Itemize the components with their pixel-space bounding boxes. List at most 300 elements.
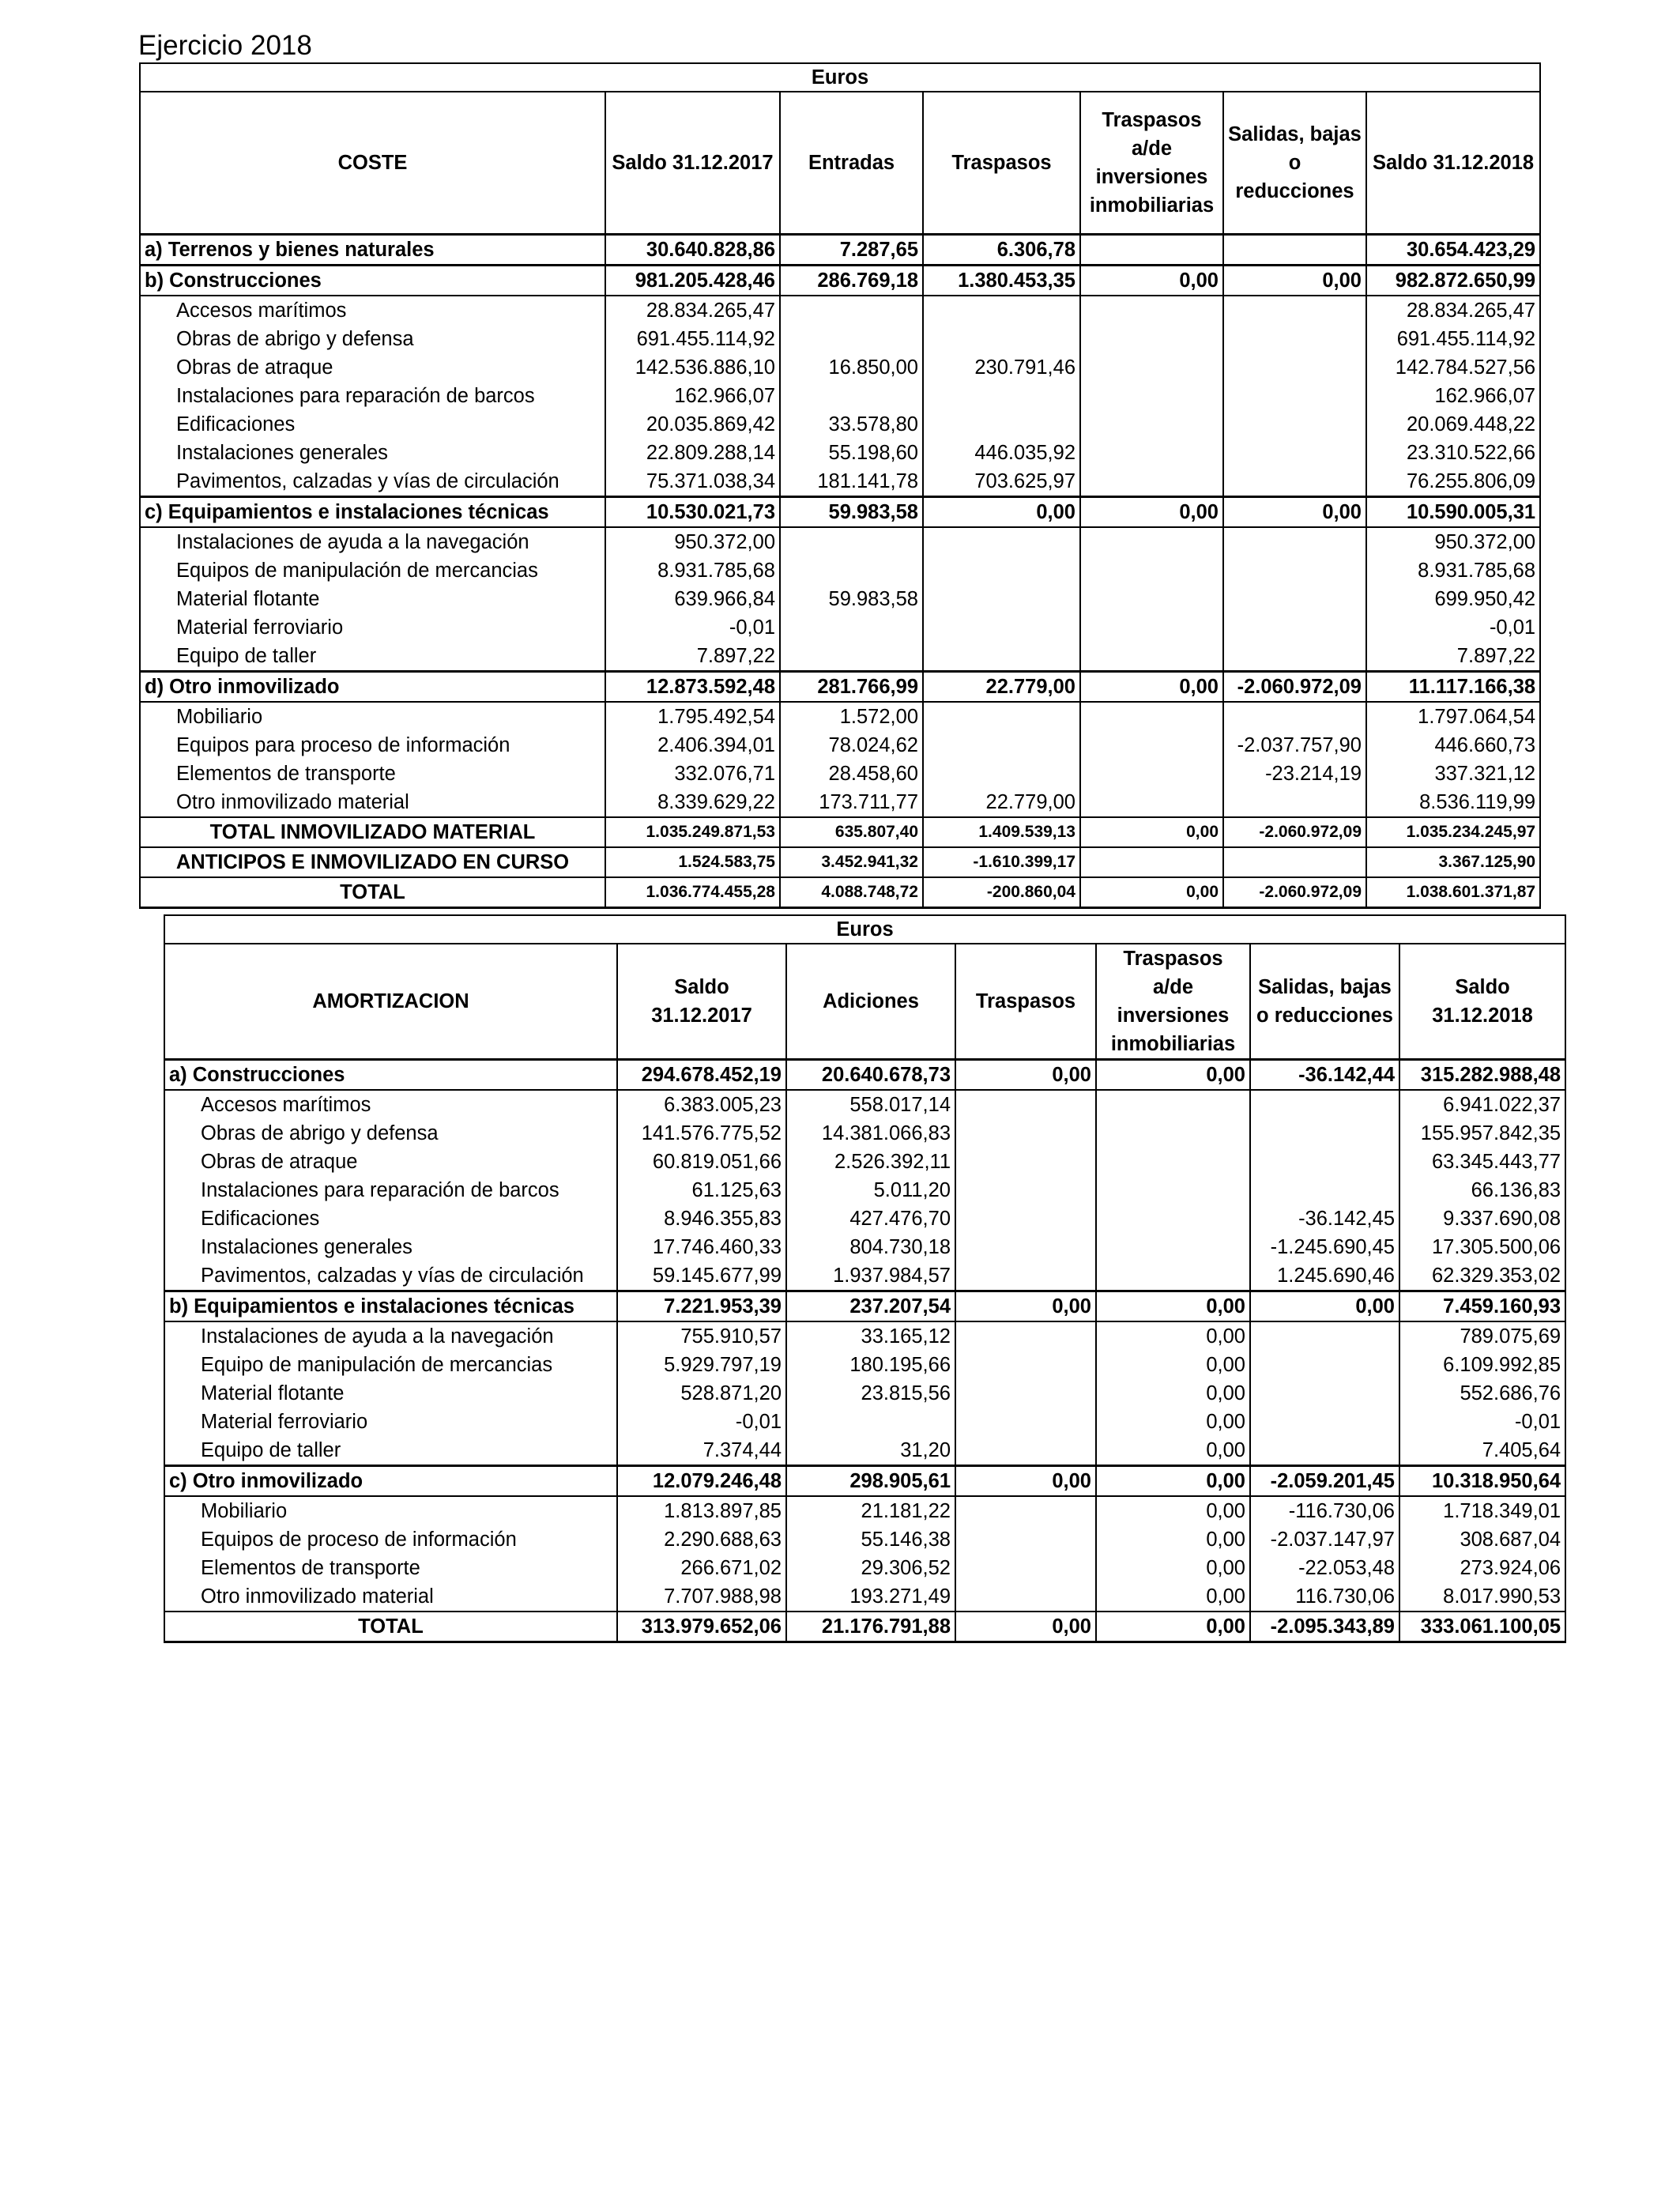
table-cell: [955, 1408, 1096, 1436]
row-label: Material flotante: [140, 585, 605, 613]
table-cell: 0,00: [1080, 265, 1223, 296]
row-label: Equipos para proceso de información: [140, 731, 605, 760]
column-header: Traspasos: [955, 944, 1096, 1060]
table-row: [164, 1233, 1565, 1261]
table-cell: [780, 613, 923, 642]
table-cell: 63.345.443,77: [1399, 1148, 1565, 1176]
row-label: TOTAL: [164, 1612, 617, 1642]
table-cell: [1080, 382, 1223, 410]
table-cell: 31,20: [786, 1436, 955, 1466]
table-cell: 0,00: [1080, 817, 1223, 847]
table-cell: 0,00: [1096, 1351, 1250, 1379]
table-cell: -2.060.972,09: [1223, 671, 1366, 702]
table-cell: 8.536.119,99: [1366, 788, 1540, 817]
column-header: Saldo 31.12.2017: [605, 92, 780, 234]
table-cell: 0,00: [1223, 496, 1366, 527]
table-cell: 33.165,12: [786, 1321, 955, 1351]
table-cell: 237.207,54: [786, 1291, 955, 1322]
total-row: [164, 1612, 1565, 1642]
table-cell: [955, 1496, 1096, 1525]
table-cell: [1080, 788, 1223, 817]
table-cell: 76.255.806,09: [1366, 467, 1540, 497]
column-header: Entradas: [780, 92, 923, 234]
table-cell: 6.941.022,37: [1399, 1090, 1565, 1119]
table-cell: 446.035,92: [923, 439, 1080, 467]
table-cell: [1080, 410, 1223, 439]
table-cell: 0,00: [1096, 1612, 1250, 1642]
table-row: [140, 467, 1540, 497]
row-label: Material ferroviario: [140, 613, 605, 642]
table-row: [140, 325, 1540, 353]
table-cell: 10.590.005,31: [1366, 496, 1540, 527]
table-cell: 5.011,20: [786, 1176, 955, 1204]
table-cell: 59.983,58: [780, 496, 923, 527]
table-row: [140, 439, 1540, 467]
table-cell: 281.766,99: [780, 671, 923, 702]
table-cell: 0,00: [1080, 877, 1223, 908]
table-cell: [955, 1233, 1096, 1261]
table-cell: 308.687,04: [1399, 1525, 1565, 1554]
table-cell: 7.287,65: [780, 234, 923, 265]
table-cell: 21.176.791,88: [786, 1612, 955, 1642]
row-label: Instalaciones generales: [140, 439, 605, 467]
table-cell: 7.374,44: [617, 1436, 786, 1466]
table-cell: 0,00: [1096, 1582, 1250, 1612]
table-cell: -200.860,04: [923, 877, 1080, 908]
table-cell: [1223, 788, 1366, 817]
table-cell: [955, 1525, 1096, 1554]
row-label: Equipo de taller: [164, 1436, 617, 1466]
table-cell: 55.198,60: [780, 439, 923, 467]
table-cell: [1080, 760, 1223, 788]
total-row: [140, 817, 1540, 847]
table-row: [164, 1351, 1565, 1379]
table-cell: 59.983,58: [780, 585, 923, 613]
table-cell: [1223, 527, 1366, 556]
table-cell: [923, 702, 1080, 731]
table-cell: 2.406.394,01: [605, 731, 780, 760]
table-cell: 1.937.984,57: [786, 1261, 955, 1291]
table-row: [140, 788, 1540, 817]
table-cell: 22.809.288,14: [605, 439, 780, 467]
table-cell: 22.779,00: [923, 788, 1080, 817]
table-cell: 0,00: [1096, 1379, 1250, 1408]
table-cell: [1250, 1436, 1399, 1466]
table-cell: 273.924,06: [1399, 1554, 1565, 1582]
table-cell: -0,01: [617, 1408, 786, 1436]
table-cell: 1.572,00: [780, 702, 923, 731]
row-label: Instalaciones generales: [164, 1233, 617, 1261]
table-cell: 0,00: [1096, 1321, 1250, 1351]
table-cell: 950.372,00: [605, 527, 780, 556]
column-header: Salidas, bajas o reducciones: [1250, 944, 1399, 1060]
table-cell: 0,00: [955, 1291, 1096, 1322]
table-cell: 193.271,49: [786, 1582, 955, 1612]
table-cell: 332.076,71: [605, 760, 780, 788]
table-row: [140, 296, 1540, 325]
table-cell: -1.245.690,45: [1250, 1233, 1399, 1261]
table-cell: [1080, 353, 1223, 382]
table-cell: 21.181,22: [786, 1496, 955, 1525]
table-row: [164, 1496, 1565, 1525]
table-cell: 1.813.897,85: [617, 1496, 786, 1525]
row-label: Instalaciones de ayuda a la navegación: [140, 527, 605, 556]
table-cell: 30.640.828,86: [605, 234, 780, 265]
table-cell: 0,00: [1096, 1525, 1250, 1554]
table-cell: 552.686,76: [1399, 1379, 1565, 1408]
table-cell: 22.779,00: [923, 671, 1080, 702]
column-header: Salidas, bajas o reducciones: [1223, 92, 1366, 234]
table-cell: 315.282.988,48: [1399, 1060, 1565, 1091]
row-label: Material flotante: [164, 1379, 617, 1408]
table-cell: 7.897,22: [605, 642, 780, 672]
row-label: Instalaciones de ayuda a la navegación: [164, 1321, 617, 1351]
table-cell: 691.455.114,92: [1366, 325, 1540, 353]
table-cell: [780, 642, 923, 672]
table-cell: 1.718.349,01: [1399, 1496, 1565, 1525]
table-cell: [1250, 1379, 1399, 1408]
table-cell: [955, 1379, 1096, 1408]
table-cell: [1080, 556, 1223, 585]
table-cell: 17.305.500,06: [1399, 1233, 1565, 1261]
table-cell: 181.141,78: [780, 467, 923, 497]
table-cell: 1.035.234.245,97: [1366, 817, 1540, 847]
table-cell: [1080, 439, 1223, 467]
table-cell: -22.053,48: [1250, 1554, 1399, 1582]
row-label: Otro inmovilizado material: [164, 1582, 617, 1612]
table-cell: [1080, 234, 1223, 265]
table-cell: [955, 1090, 1096, 1119]
table-row: [164, 1554, 1565, 1582]
table-cell: [780, 382, 923, 410]
table-cell: 0,00: [1080, 496, 1223, 527]
row-label: Instalaciones para reparación de barcos: [164, 1176, 617, 1204]
table-cell: [923, 760, 1080, 788]
row-label: c) Equipamientos e instalaciones técnicas: [140, 496, 605, 527]
table-cell: 313.979.652,06: [617, 1612, 786, 1642]
currency-header: Euros: [164, 915, 1565, 944]
table-row: [164, 1408, 1565, 1436]
table-cell: 59.145.677,99: [617, 1261, 786, 1291]
group-row: [140, 234, 1540, 265]
table-row: [164, 1204, 1565, 1233]
table-cell: [1080, 585, 1223, 613]
table-cell: [1080, 527, 1223, 556]
row-label: Elementos de transporte: [140, 760, 605, 788]
table-cell: [923, 585, 1080, 613]
table-cell: 28.834.265,47: [605, 296, 780, 325]
table-cell: 1.035.249.871,53: [605, 817, 780, 847]
table-row: [164, 1176, 1565, 1204]
table-cell: [1223, 556, 1366, 585]
table-cell: 116.730,06: [1250, 1582, 1399, 1612]
table-cell: 8.946.355,83: [617, 1204, 786, 1233]
row-label: Obras de abrigo y defensa: [140, 325, 605, 353]
table-cell: 23.310.522,66: [1366, 439, 1540, 467]
column-header: Saldo 31.12.2018: [1399, 944, 1565, 1060]
table-cell: 3.367.125,90: [1366, 847, 1540, 877]
table-cell: 142.536.886,10: [605, 353, 780, 382]
table-cell: 558.017,14: [786, 1090, 955, 1119]
table-cell: 528.871,20: [617, 1379, 786, 1408]
table-row: [164, 1148, 1565, 1176]
table-cell: [1223, 642, 1366, 672]
table-row: [140, 410, 1540, 439]
table-cell: 33.578,80: [780, 410, 923, 439]
row-label: a) Terrenos y bienes naturales: [140, 234, 605, 265]
table-cell: [1250, 1148, 1399, 1176]
table-cell: [955, 1582, 1096, 1612]
column-header-row: [164, 944, 1565, 1060]
table-cell: 3.452.941,32: [780, 847, 923, 877]
table-cell: [1096, 1148, 1250, 1176]
table-cell: 78.024,62: [780, 731, 923, 760]
table-cell: -0,01: [1399, 1408, 1565, 1436]
table-cell: 1.036.774.455,28: [605, 877, 780, 908]
table-cell: 28.458,60: [780, 760, 923, 788]
row-label: TOTAL: [140, 877, 605, 908]
table-cell: [1223, 296, 1366, 325]
table-cell: 61.125,63: [617, 1176, 786, 1204]
table-cell: [1080, 731, 1223, 760]
table-cell: 789.075,69: [1399, 1321, 1565, 1351]
table-cell: -2.060.972,09: [1223, 817, 1366, 847]
table-cell: [1096, 1261, 1250, 1291]
table-cell: 66.136,83: [1399, 1176, 1565, 1204]
table-cell: [955, 1148, 1096, 1176]
table-cell: -2.060.972,09: [1223, 877, 1366, 908]
table-cell: 7.405,64: [1399, 1436, 1565, 1466]
table-cell: [1080, 702, 1223, 731]
table-cell: 8.931.785,68: [1366, 556, 1540, 585]
table-cell: 17.746.460,33: [617, 1233, 786, 1261]
table-cell: [1080, 467, 1223, 497]
table-cell: [955, 1554, 1096, 1582]
row-label: Otro inmovilizado material: [140, 788, 605, 817]
table-cell: 699.950,42: [1366, 585, 1540, 613]
table-cell: -36.142,44: [1250, 1060, 1399, 1091]
row-label: Material ferroviario: [164, 1408, 617, 1436]
row-label: Equipos de manipulación de mercancias: [140, 556, 605, 585]
group-row: [140, 496, 1540, 527]
table-cell: -2.059.201,45: [1250, 1466, 1399, 1497]
table-cell: 804.730,18: [786, 1233, 955, 1261]
table-cell: 1.797.064,54: [1366, 702, 1540, 731]
table-cell: 755.910,57: [617, 1321, 786, 1351]
table-cell: 8.017.990,53: [1399, 1582, 1565, 1612]
table-cell: -0,01: [605, 613, 780, 642]
table-cell: 20.035.869,42: [605, 410, 780, 439]
table-cell: 981.205.428,46: [605, 265, 780, 296]
table-cell: 141.576.775,52: [617, 1119, 786, 1148]
table-row: [140, 731, 1540, 760]
table-cell: [955, 1176, 1096, 1204]
table-cell: 11.117.166,38: [1366, 671, 1540, 702]
table-cell: [955, 1351, 1096, 1379]
table-cell: 230.791,46: [923, 353, 1080, 382]
table-cell: [780, 296, 923, 325]
table-cell: 6.383.005,23: [617, 1090, 786, 1119]
table-cell: 8.339.629,22: [605, 788, 780, 817]
row-label: c) Otro inmovilizado: [164, 1466, 617, 1497]
table-cell: 294.678.452,19: [617, 1060, 786, 1091]
table-cell: 7.221.953,39: [617, 1291, 786, 1322]
table-cell: [923, 325, 1080, 353]
row-label: Edificaciones: [164, 1204, 617, 1233]
table-cell: 0,00: [1080, 671, 1223, 702]
row-label: a) Construcciones: [164, 1060, 617, 1091]
table-cell: 333.061.100,05: [1399, 1612, 1565, 1642]
table-cell: 173.711,77: [780, 788, 923, 817]
table-cell: 0,00: [1223, 265, 1366, 296]
total-row: [140, 847, 1540, 877]
table-cell: [1250, 1176, 1399, 1204]
table-cell: [923, 613, 1080, 642]
group-row: [164, 1060, 1565, 1091]
table-cell: -36.142,45: [1250, 1204, 1399, 1233]
table-cell: [923, 731, 1080, 760]
table-cell: [923, 527, 1080, 556]
table-cell: 0,00: [1096, 1496, 1250, 1525]
table-cell: 12.873.592,48: [605, 671, 780, 702]
table-cell: 0,00: [1096, 1466, 1250, 1497]
table-cell: 7.707.988,98: [617, 1582, 786, 1612]
table-cell: [1080, 642, 1223, 672]
table-row: [140, 527, 1540, 556]
column-header: COSTE: [140, 92, 605, 234]
table-cell: [955, 1261, 1096, 1291]
total-row: [140, 877, 1540, 908]
table-cell: [1080, 296, 1223, 325]
table-cell: 20.069.448,22: [1366, 410, 1540, 439]
table-cell: -0,01: [1366, 613, 1540, 642]
row-label: Elementos de transporte: [164, 1554, 617, 1582]
table-cell: 0,00: [955, 1060, 1096, 1091]
currency-header-row: [140, 63, 1540, 92]
group-row: [140, 671, 1540, 702]
table-cell: [1223, 585, 1366, 613]
table-row: [140, 585, 1540, 613]
table-row: [164, 1436, 1565, 1466]
table-cell: [1223, 613, 1366, 642]
table-cell: 298.905,61: [786, 1466, 955, 1497]
row-label: TOTAL INMOVILIZADO MATERIAL: [140, 817, 605, 847]
table-cell: [1250, 1119, 1399, 1148]
table-row: [164, 1119, 1565, 1148]
table-cell: 28.834.265,47: [1366, 296, 1540, 325]
table-cell: 639.966,84: [605, 585, 780, 613]
table-cell: [955, 1204, 1096, 1233]
group-row: [164, 1466, 1565, 1497]
table-cell: [1080, 325, 1223, 353]
table-cell: 427.476,70: [786, 1204, 955, 1233]
row-label: Accesos marítimos: [164, 1090, 617, 1119]
table-cell: [1250, 1408, 1399, 1436]
table-cell: -23.214,19: [1223, 760, 1366, 788]
currency-header-row: [164, 915, 1565, 944]
table-cell: [955, 1119, 1096, 1148]
table-row: [164, 1261, 1565, 1291]
table-cell: [1223, 410, 1366, 439]
table-cell: [955, 1321, 1096, 1351]
table-cell: 0,00: [955, 1466, 1096, 1497]
table-cell: 162.966,07: [605, 382, 780, 410]
row-label: Equipo de taller: [140, 642, 605, 672]
row-label: b) Equipamientos e instalaciones técnicas: [164, 1291, 617, 1322]
row-label: Equipos de proceso de información: [164, 1525, 617, 1554]
table-cell: 8.931.785,68: [605, 556, 780, 585]
table-cell: -2.037.147,97: [1250, 1525, 1399, 1554]
table-cell: 30.654.423,29: [1366, 234, 1540, 265]
column-header: AMORTIZACION: [164, 944, 617, 1060]
table-cell: 5.929.797,19: [617, 1351, 786, 1379]
table-cell: [1080, 847, 1223, 877]
table-cell: 1.524.583,75: [605, 847, 780, 877]
table-cell: 10.530.021,73: [605, 496, 780, 527]
table-cell: [1223, 234, 1366, 265]
table-cell: [1096, 1176, 1250, 1204]
table-body: [140, 234, 1540, 907]
table-cell: 0,00: [1096, 1436, 1250, 1466]
table-cell: 2.526.392,11: [786, 1148, 955, 1176]
table-body: [164, 1060, 1565, 1642]
row-label: Edificaciones: [140, 410, 605, 439]
table-row: [164, 1090, 1565, 1119]
group-row: [140, 265, 1540, 296]
coste-table: [139, 62, 1541, 909]
table-cell: [786, 1408, 955, 1436]
row-label: Equipo de manipulación de mercancias: [164, 1351, 617, 1379]
row-label: Mobiliario: [164, 1496, 617, 1525]
table-cell: 2.290.688,63: [617, 1525, 786, 1554]
table-cell: 142.784.527,56: [1366, 353, 1540, 382]
table-row: [140, 382, 1540, 410]
table-row: [140, 702, 1540, 731]
row-label: Mobiliario: [140, 702, 605, 731]
amortizacion-table: [164, 914, 1566, 1643]
table-cell: -116.730,06: [1250, 1496, 1399, 1525]
column-header: Traspasos a/de inversiones inmobiliarias: [1096, 944, 1250, 1060]
table-row: [140, 353, 1540, 382]
table-cell: [780, 556, 923, 585]
table-cell: 0,00: [923, 496, 1080, 527]
table-cell: [1096, 1090, 1250, 1119]
table-cell: 55.146,38: [786, 1525, 955, 1554]
row-label: ANTICIPOS E INMOVILIZADO EN CURSO: [140, 847, 605, 877]
table-cell: 4.088.748,72: [780, 877, 923, 908]
row-label: Accesos marítimos: [140, 296, 605, 325]
table-cell: [780, 527, 923, 556]
table-cell: 6.306,78: [923, 234, 1080, 265]
table-cell: 60.819.051,66: [617, 1148, 786, 1176]
table-cell: 0,00: [1250, 1291, 1399, 1322]
row-label: Obras de atraque: [140, 353, 605, 382]
table-cell: 950.372,00: [1366, 527, 1540, 556]
table-cell: 16.850,00: [780, 353, 923, 382]
table-cell: [1223, 467, 1366, 497]
table-cell: 0,00: [1096, 1060, 1250, 1091]
table-cell: 0,00: [1096, 1554, 1250, 1582]
column-header: Saldo 31.12.2018: [1366, 92, 1540, 234]
table-cell: [955, 1436, 1096, 1466]
table-cell: -2.037.757,90: [1223, 731, 1366, 760]
table-cell: [923, 382, 1080, 410]
table-cell: 10.318.950,64: [1399, 1466, 1565, 1497]
table-cell: 691.455.114,92: [605, 325, 780, 353]
table-cell: 1.038.601.371,87: [1366, 877, 1540, 908]
table-cell: [1223, 847, 1366, 877]
column-header-row: [140, 92, 1540, 234]
